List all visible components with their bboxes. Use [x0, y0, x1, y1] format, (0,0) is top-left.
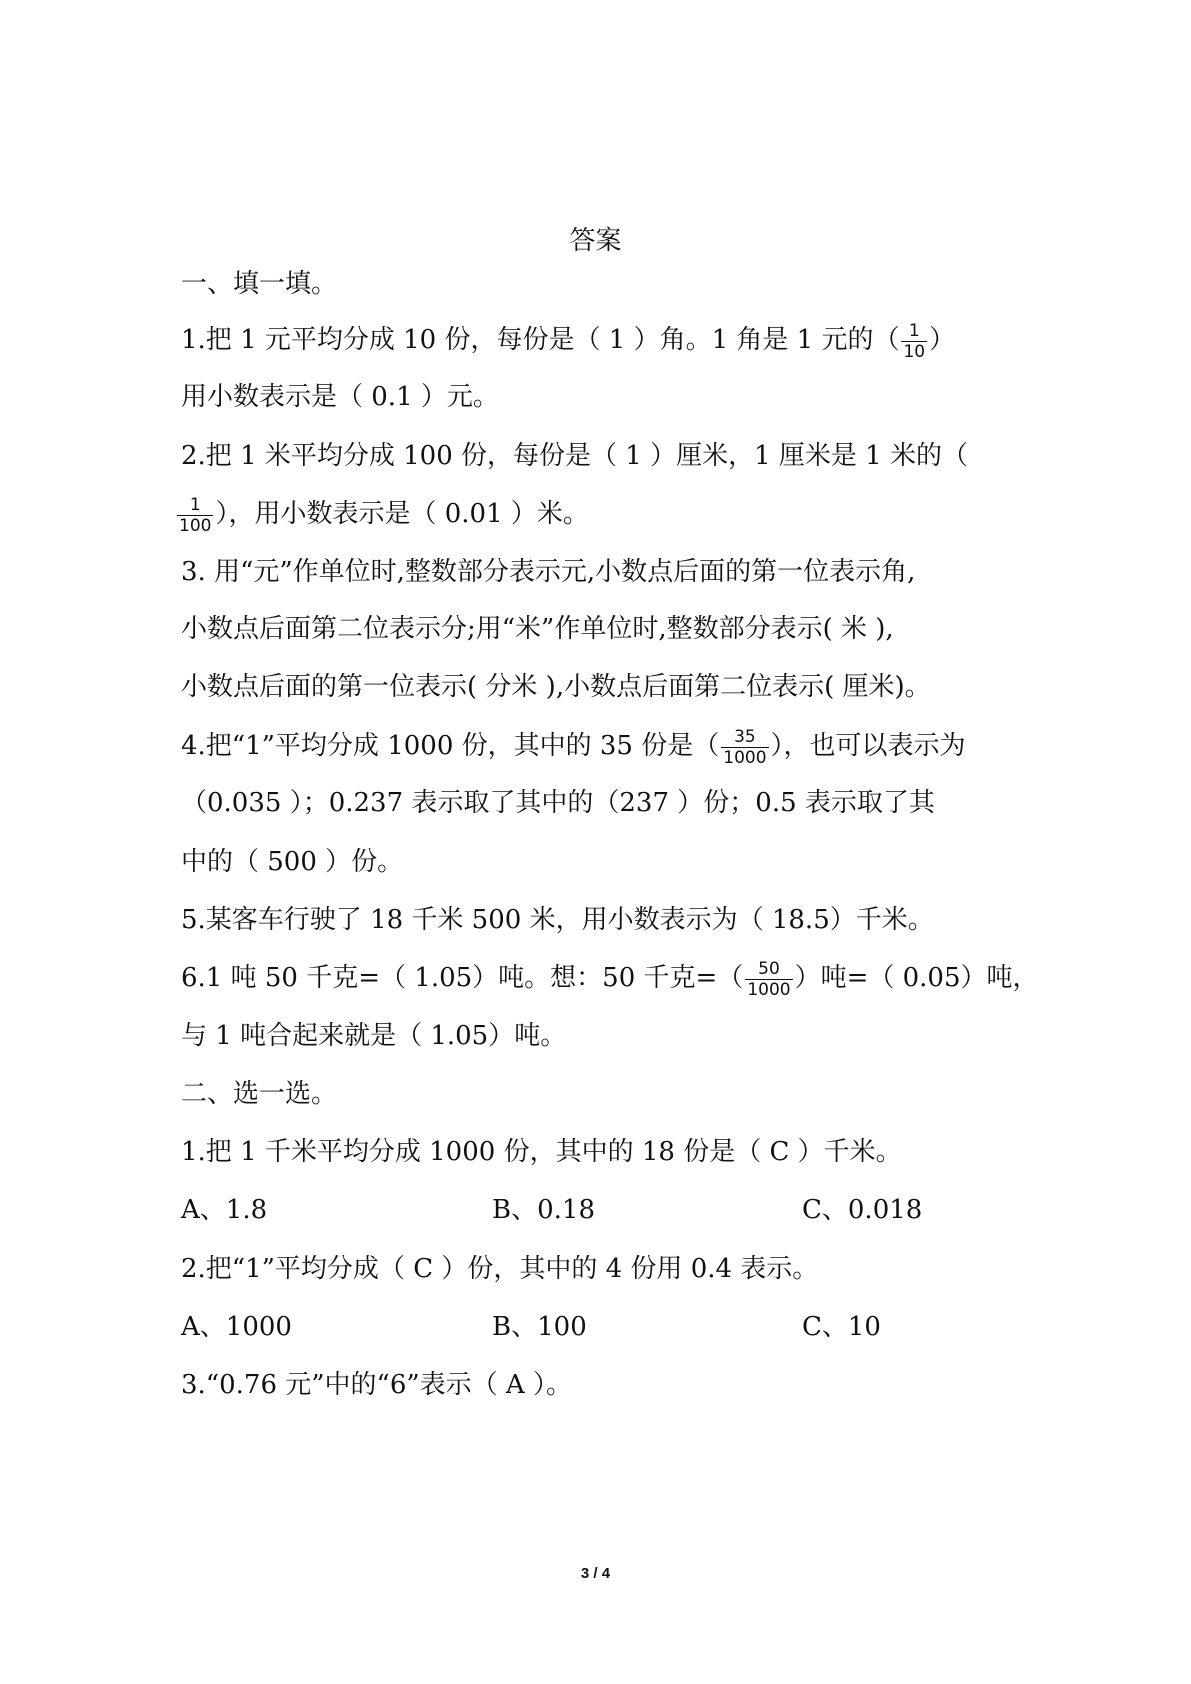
- question-5-line-1: 5.某客车行驶了 18 千米 500 米，用小数表示为（ 18.5）千米。: [181, 905, 934, 935]
- question-2-line-1: 2.把 1 米平均分成 100 份，每份是（ 1 ）厘米，1 厘米是 1 米的（: [181, 441, 968, 471]
- choice-question-3: 3.“0.76 元”中的“6”表示（ A ）。: [181, 1370, 572, 1400]
- question-6-text: 6.1 吨 50 千克=（ 1.05）吨。想：50 千克=（: [181, 963, 744, 993]
- question-1-line-1: [181, 320, 955, 360]
- section-heading-choose: 二、选一选。: [181, 1079, 338, 1109]
- fraction-50-1000: [745, 960, 792, 999]
- question-4-line-1: [181, 726, 966, 766]
- choice-1-option-b: B、0.18: [492, 1195, 595, 1225]
- question-3-line-3: 小数点后面的第一位表示( 分米 ),小数点后面第二位表示( 厘米)。: [181, 672, 931, 702]
- choice-question-1: 1.把 1 千米平均分成 1000 份，其中的 18 份是（ C ）千米。: [181, 1137, 902, 1167]
- fraction-numerator: 1: [901, 322, 927, 342]
- question-2-text: ），用小数表示是（ 0.01 ）米。: [215, 499, 589, 529]
- fraction-denominator: 1000: [723, 747, 767, 768]
- question-6-text-2: ）吨=（ 0.05）吨，: [794, 963, 1039, 993]
- choice-2-option-a: A、1000: [181, 1312, 292, 1342]
- question-1-text: 1.把 1 元平均分成 10 份，每份是（ 1 ）角。1 角是 1 元的（: [181, 325, 900, 355]
- choice-2-option-c: C、10: [802, 1312, 881, 1342]
- section-heading-fill: 一、填一填。: [181, 269, 338, 299]
- question-1-close: ）: [929, 325, 956, 355]
- fraction-denominator: 10: [903, 341, 926, 362]
- fraction-numerator: 1: [177, 496, 213, 516]
- fraction-1-100: [177, 496, 213, 535]
- question-4-line-2: （0.035 ）；0.237 表示取了其中的（237 ）份；0.5 表示取了其: [181, 788, 935, 818]
- question-3-line-2: 小数点后面第二位表示分;用“米”作单位时,整数部分表示( 米 ),: [181, 614, 894, 644]
- choice-2-option-b: B、100: [492, 1312, 587, 1342]
- question-3-line-1: 3. 用“元”作单位时,整数部分表示元,小数点后面的第一位表示角,: [181, 557, 916, 587]
- question-2-line-2: [181, 494, 589, 534]
- question-6-line-1: [181, 958, 1039, 998]
- question-6-line-2: 与 1 吨合起来就是（ 1.05）吨。: [181, 1021, 567, 1051]
- fraction-numerator: 50: [745, 960, 792, 980]
- fraction-numerator: 35: [721, 728, 768, 748]
- question-4-text-2: ），也可以表示为: [770, 731, 966, 761]
- question-1-line-2: 用小数表示是（ 0.1 ）元。: [181, 382, 499, 412]
- fraction-35-1000: [721, 728, 768, 767]
- fraction-denominator: 1000: [747, 979, 791, 1000]
- page-title: 答案: [569, 226, 622, 256]
- choice-1-option-a: A、1.8: [181, 1195, 268, 1225]
- question-4-text: 4.把“1”平均分成 1000 份，其中的 35 份是（: [181, 731, 720, 761]
- choice-question-2: 2.把“1”平均分成（ C ）份，其中的 4 份用 0.4 表示。: [181, 1254, 819, 1284]
- page-number: 3 / 4: [580, 1565, 611, 1582]
- choice-1-option-c: C、0.018: [802, 1195, 923, 1225]
- question-4-line-3: 中的（ 500 ）份。: [181, 847, 404, 877]
- fraction-denominator: 100: [179, 515, 212, 536]
- fraction-1-10: [901, 322, 927, 361]
